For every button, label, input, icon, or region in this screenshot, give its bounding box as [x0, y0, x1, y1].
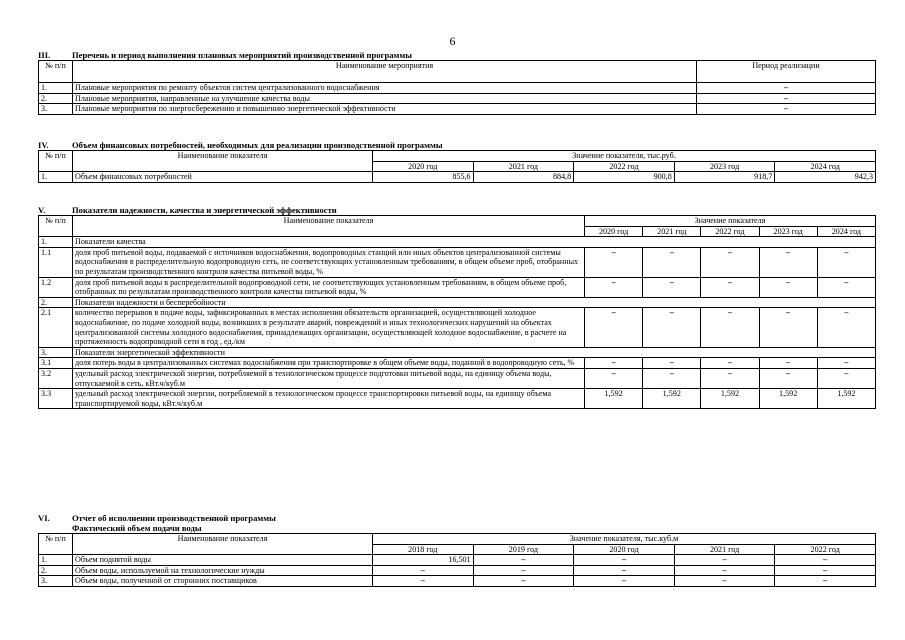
- value-cell: 1,592: [701, 389, 759, 409]
- section-5-roman: V.: [38, 205, 46, 215]
- value-cell: –: [775, 555, 876, 566]
- value-cell: –: [574, 576, 675, 587]
- value-cell: –: [585, 308, 643, 347]
- col-value-header: Значение показателя: [585, 216, 876, 227]
- table-row: [39, 576, 876, 587]
- section-4-table: [38, 150, 876, 183]
- value-cell: –: [759, 247, 817, 277]
- value-cell: 16,501: [373, 555, 474, 566]
- value-cell: –: [775, 565, 876, 576]
- value-cell: –: [473, 555, 574, 566]
- row-number: 3.2: [39, 368, 73, 388]
- row-number: 1.2: [39, 277, 73, 297]
- col-name-header: Наименование мероприятия: [73, 61, 697, 83]
- year-header: 2019 год: [473, 544, 574, 555]
- row-name: Объем финансовых потребностей: [73, 172, 373, 183]
- table-row: [39, 93, 876, 104]
- section-3-title-text: Перечень и период выполнения плановых мероприятий производственной программы: [72, 50, 412, 60]
- col-value-header: Значение показателя, тыс.руб.: [373, 151, 876, 162]
- row-name: Объем воды, полученной от сторонних поставщиков: [73, 576, 373, 587]
- value-cell: –: [473, 565, 574, 576]
- row-number: 2.: [39, 93, 73, 104]
- section-6-title: [38, 513, 876, 523]
- section-6-title-text: Отчет об исполнении производственной программы: [72, 513, 276, 523]
- section-4-title-text: Объем финансовых потребностей, необходимых для реализации производственной программы: [72, 140, 443, 150]
- year-header: 2024 год: [775, 161, 876, 172]
- col-num-header: № п/п: [39, 534, 73, 555]
- value-cell: –: [585, 358, 643, 369]
- value-cell: –: [643, 277, 701, 297]
- value-cell: –: [373, 576, 474, 587]
- table-row: [39, 555, 876, 566]
- value-cell: 1,592: [759, 389, 817, 409]
- year-header: 2021 год: [643, 226, 701, 237]
- col-period-header: Период реализации: [697, 61, 876, 83]
- row-number: 3.3: [39, 389, 73, 409]
- row-name: Плановые мероприятия по ремонту объектов систем централизованного водоснабжения: [73, 83, 697, 94]
- group-name: Показатели надежности и бесперебойности: [73, 297, 876, 308]
- row-name: удельный расход электрической энергии, потребляемой в технологическом процессе транспортировки питьевой воды, на единицу объема транспортируемой воды, кВт.ч/куб.м: [73, 389, 585, 409]
- value-cell: –: [759, 358, 817, 369]
- row-name: Объем поднятой воды: [73, 555, 373, 566]
- section-6: [38, 513, 876, 587]
- year-header: 2024 год: [817, 226, 875, 237]
- year-header: 2018 год: [373, 544, 474, 555]
- row-number: 1.: [39, 172, 73, 183]
- value-cell: –: [817, 368, 875, 388]
- value-cell: 1,592: [817, 389, 875, 409]
- year-header: 2023 год: [759, 226, 817, 237]
- value-cell: –: [373, 565, 474, 576]
- section-3-roman: III.: [38, 50, 51, 60]
- row-number: 2.: [39, 297, 73, 308]
- value-cell: –: [759, 368, 817, 388]
- group-name: Показатели энергетической эффективности: [73, 347, 876, 358]
- value-cell: –: [775, 576, 876, 587]
- year-header: 2021 год: [674, 544, 775, 555]
- row-number: 3.1: [39, 358, 73, 369]
- group-row: [39, 237, 876, 248]
- table-row: [39, 104, 876, 115]
- value-cell: –: [574, 565, 675, 576]
- value-cell: –: [817, 358, 875, 369]
- row-number: 2.1: [39, 308, 73, 347]
- year-header: 2022 год: [701, 226, 759, 237]
- group-row: [39, 347, 876, 358]
- value-cell: 1,592: [585, 389, 643, 409]
- year-header: 2022 год: [574, 161, 675, 172]
- value-cell: –: [701, 368, 759, 388]
- year-header: 2021 год: [473, 161, 574, 172]
- value-cell: –: [643, 308, 701, 347]
- value-cell: 918,7: [674, 172, 775, 183]
- row-name: доля проб питьевой воды, подаваемой с источников водоснабжения, водопроводных станций или иных объектов централизованной системы водоснабжения в распределительную водопроводную сеть, не соответствующих установленным требованиям, в общем объеме проб, отобранных по результатам производственного контроля качества питьевой воды, %: [73, 247, 585, 277]
- section-4: [38, 140, 876, 183]
- table-row: [39, 172, 876, 183]
- value-cell: –: [674, 576, 775, 587]
- section-3-table: [38, 60, 876, 115]
- value-cell: –: [701, 277, 759, 297]
- col-num-header: № п/п: [39, 216, 73, 237]
- value-cell: –: [473, 576, 574, 587]
- section-5-table: [38, 215, 876, 409]
- row-period: –: [697, 93, 876, 104]
- value-cell: –: [701, 308, 759, 347]
- year-header: 2020 год: [585, 226, 643, 237]
- value-cell: –: [643, 368, 701, 388]
- table-row: [39, 308, 876, 347]
- section-6-table: [38, 533, 876, 587]
- col-name-header: Наименование показателя: [73, 151, 373, 172]
- section-5: [38, 205, 876, 409]
- section-6-roman: VI.: [38, 513, 50, 523]
- value-cell: 942,3: [775, 172, 876, 183]
- value-cell: –: [574, 555, 675, 566]
- col-num-header: № п/п: [39, 61, 73, 83]
- row-name: Объем воды, используемой на технологические нужды: [73, 565, 373, 576]
- section-3-title: [38, 50, 876, 60]
- value-cell: –: [817, 277, 875, 297]
- row-number: 2.: [39, 565, 73, 576]
- value-cell: 884,8: [473, 172, 574, 183]
- value-cell: –: [585, 277, 643, 297]
- row-number: 3.: [39, 104, 73, 115]
- value-cell: –: [817, 247, 875, 277]
- value-cell: –: [643, 247, 701, 277]
- row-number: 1.1: [39, 247, 73, 277]
- row-name: Плановые мероприятия по энергосбережению и повышению энергетической эффективности: [73, 104, 697, 115]
- row-number: 1.: [39, 555, 73, 566]
- table-row: [39, 247, 876, 277]
- table-row: [39, 368, 876, 388]
- year-header: 2022 год: [775, 544, 876, 555]
- value-cell: 1,592: [643, 389, 701, 409]
- section-3: [38, 50, 876, 115]
- col-num-header: № п/п: [39, 151, 73, 172]
- row-period: –: [697, 83, 876, 94]
- year-header: 2020 год: [574, 544, 675, 555]
- section-4-title: [38, 140, 876, 150]
- section-6-subtitle: Фактический объем подачи воды: [72, 523, 202, 533]
- value-cell: –: [585, 247, 643, 277]
- row-name: доля проб питьевой воды в распределительной водопроводной сети, не соответствующих установленным требованиям, в общем объеме проб, отобранных по результатам производственного контроля качества питьевой воды, %: [73, 277, 585, 297]
- value-cell: –: [759, 308, 817, 347]
- year-header: 2023 год: [674, 161, 775, 172]
- value-cell: –: [643, 358, 701, 369]
- value-cell: 855,6: [373, 172, 474, 183]
- row-number: 1.: [39, 83, 73, 94]
- year-header: 2020 год: [373, 161, 474, 172]
- table-row: [39, 277, 876, 297]
- row-period: –: [697, 104, 876, 115]
- value-cell: –: [674, 565, 775, 576]
- section-4-roman: IV.: [38, 140, 49, 150]
- section-5-title: [38, 205, 876, 215]
- value-cell: –: [817, 308, 875, 347]
- row-name: удельный расход электрической энергии, потребляемой в технологическом процессе подготовки питьевой воды, на единицу объема воды, отпускаемой в сеть, кВт.ч/куб.м: [73, 368, 585, 388]
- value-cell: –: [674, 555, 775, 566]
- value-cell: –: [701, 358, 759, 369]
- table-row: [39, 358, 876, 369]
- table-row: [39, 565, 876, 576]
- col-name-header: Наименование показателя: [73, 534, 373, 555]
- row-number: 1.: [39, 237, 73, 248]
- value-cell: –: [701, 247, 759, 277]
- col-value-header: Значение показателя, тыс.куб.м: [373, 534, 876, 545]
- row-name: Плановые мероприятия, направленные на улучшение качества воды: [73, 93, 697, 104]
- value-cell: 900,8: [574, 172, 675, 183]
- row-number: 3.: [39, 347, 73, 358]
- col-name-header: Наименование показателя: [73, 216, 585, 237]
- row-number: 3.: [39, 576, 73, 587]
- row-name: доля потерь воды в централизованных системах водоснабжения при транспортировке в общем объеме воды, поданной в водопроводную сеть, %: [73, 358, 585, 369]
- table-row: [39, 83, 876, 94]
- row-name: количество перерывов в подаче воды, зафиксированных в местах исполнения обязательств организацией, осуществляющей холодное водоснабжение, по подаче холодной воды, возникших в результате аварий, повреждений и иных технологических нарушений на объектах централизованной системы холодного водоснабжения, принадлежащих организации, осуществляющей холодное водоснабжение, в расчете на протяженность водопроводной сети в год , ед./км: [73, 308, 585, 347]
- group-name: Показатели качества: [73, 237, 876, 248]
- table-row: [39, 389, 876, 409]
- group-row: [39, 297, 876, 308]
- page-number: 6: [449, 34, 456, 48]
- value-cell: –: [759, 277, 817, 297]
- section-5-title-text: Показатели надежности, качества и энергетической эффективности: [72, 205, 337, 215]
- value-cell: –: [585, 368, 643, 388]
